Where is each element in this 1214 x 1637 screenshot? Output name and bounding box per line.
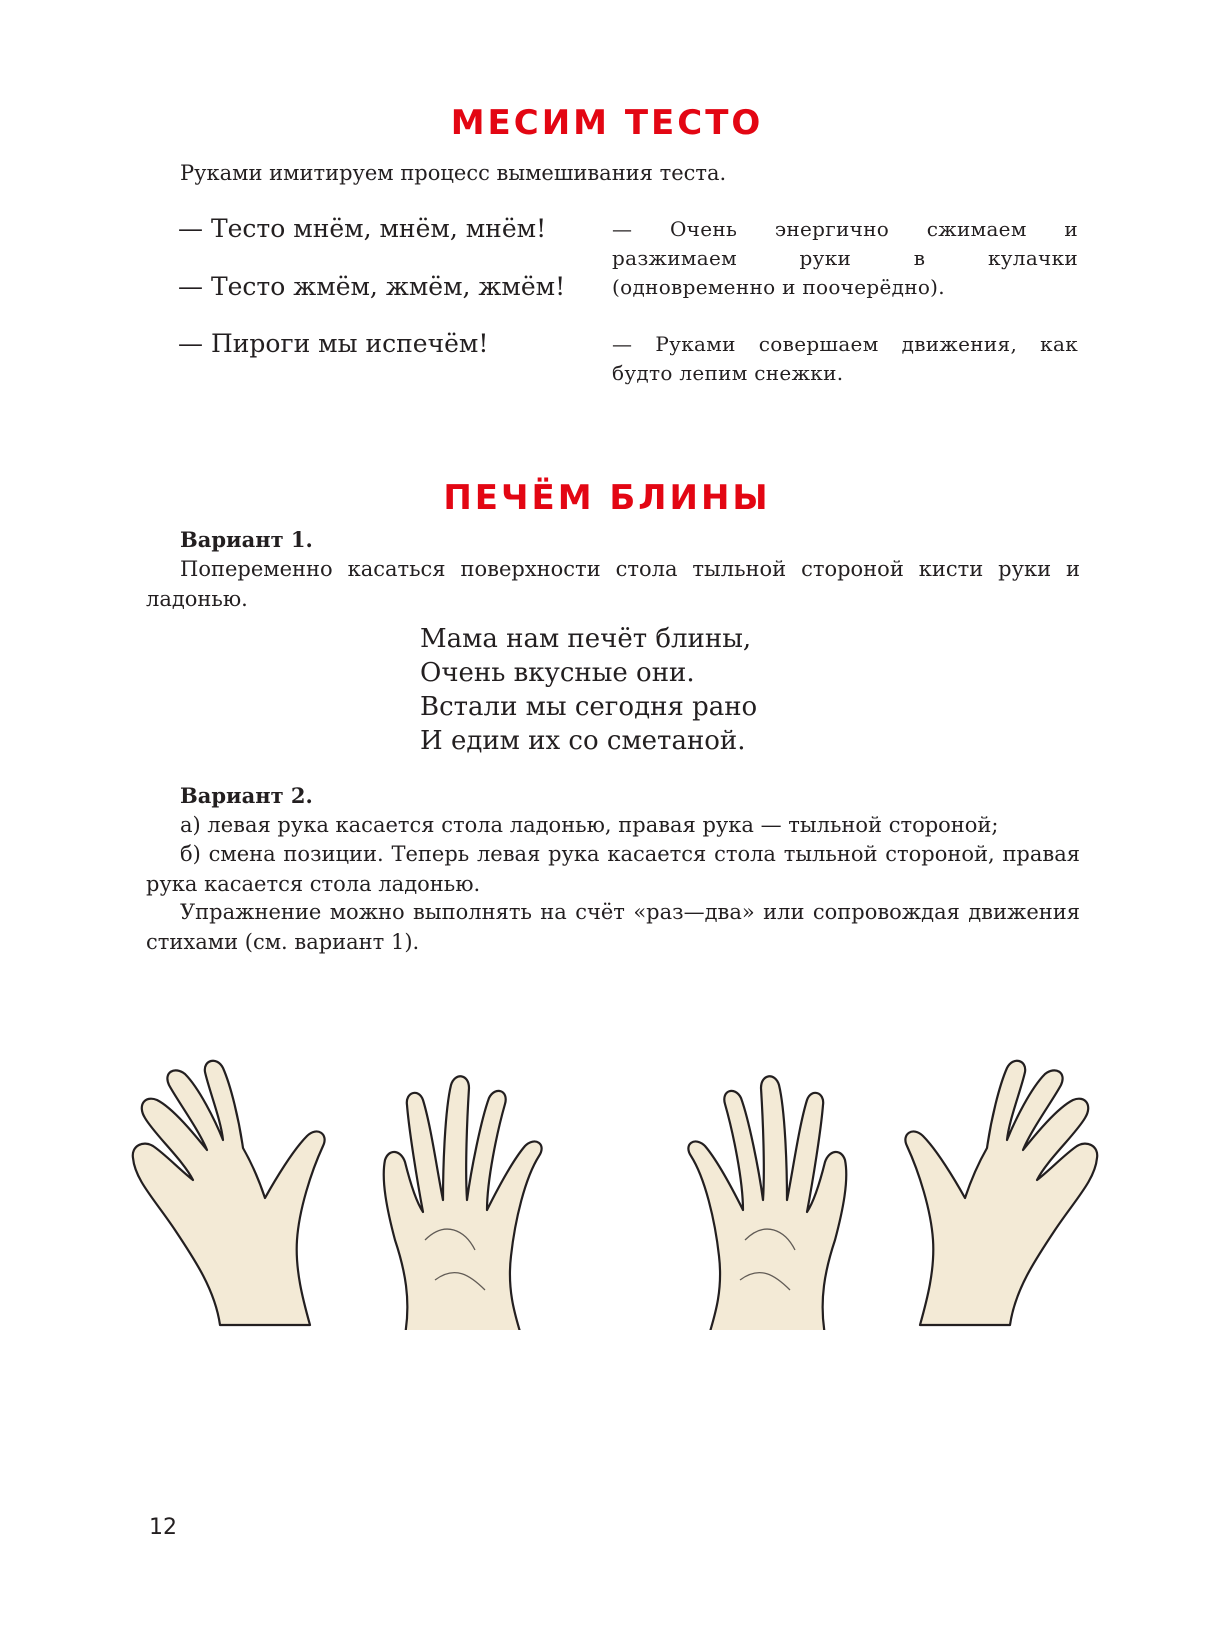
verse-line-3: Встали мы сегодня рано (420, 692, 758, 722)
verse-line-2: Очень вкусные они. (420, 658, 695, 688)
section-title-mesim-testo: МЕСИМ ТЕСТО (450, 103, 764, 143)
variant2-b: б) смена позиции. Теперь левая рука касается стола тыльной стороной, правая рука касается стола ладонью. (146, 842, 1080, 896)
variant1-label: Вариант 1. (180, 527, 313, 552)
section1-intro: Руками имитируем процесс вымешивания теста. (180, 161, 727, 185)
right-hand-palm-icon (384, 1076, 542, 1330)
action-1: — Очень энергично сжимаем и разжимаем руки в кулачки (одновременно и поочерёдно). (612, 217, 1078, 299)
variant2-note: Упражнение можно выполнять на счёт «раз—два» или сопровождая движения стихами (см. вариант 1). (146, 900, 1080, 954)
verse-block (420, 622, 757, 758)
variant1-text: Попеременно касаться поверхности стола тыльной стороной кисти руки и ладонью. (146, 557, 1080, 611)
variant2-a: а) левая рука касается стола ладонью, правая рука — тыльной стороной; (180, 813, 999, 837)
section-title-pechem-bliny: ПЕЧЁМ БЛИНЫ (443, 478, 771, 518)
left-hand-palm-icon (688, 1076, 846, 1330)
action-2: — Руками совершаем движения, как будто лепим снежки. (612, 332, 1078, 385)
rhyme-line-1: — Тесто мнём, мнём, мнём! (178, 214, 547, 243)
verse-line-1: Мама нам печёт блины, (420, 624, 752, 654)
rhyme-line-3: — Пироги мы испечём! (178, 329, 489, 358)
verse-line-4: И едим их со сметаной. (420, 726, 746, 756)
variant2-label: Вариант 2. (180, 783, 313, 808)
hands-illustration (125, 1050, 1105, 1330)
right-hand-back-icon (905, 1061, 1097, 1325)
page-number: 12 (149, 1515, 177, 1540)
rhyme-line-2: — Тесто жмём, жмём, жмём! (178, 272, 566, 301)
left-hand-back-icon (133, 1061, 325, 1325)
